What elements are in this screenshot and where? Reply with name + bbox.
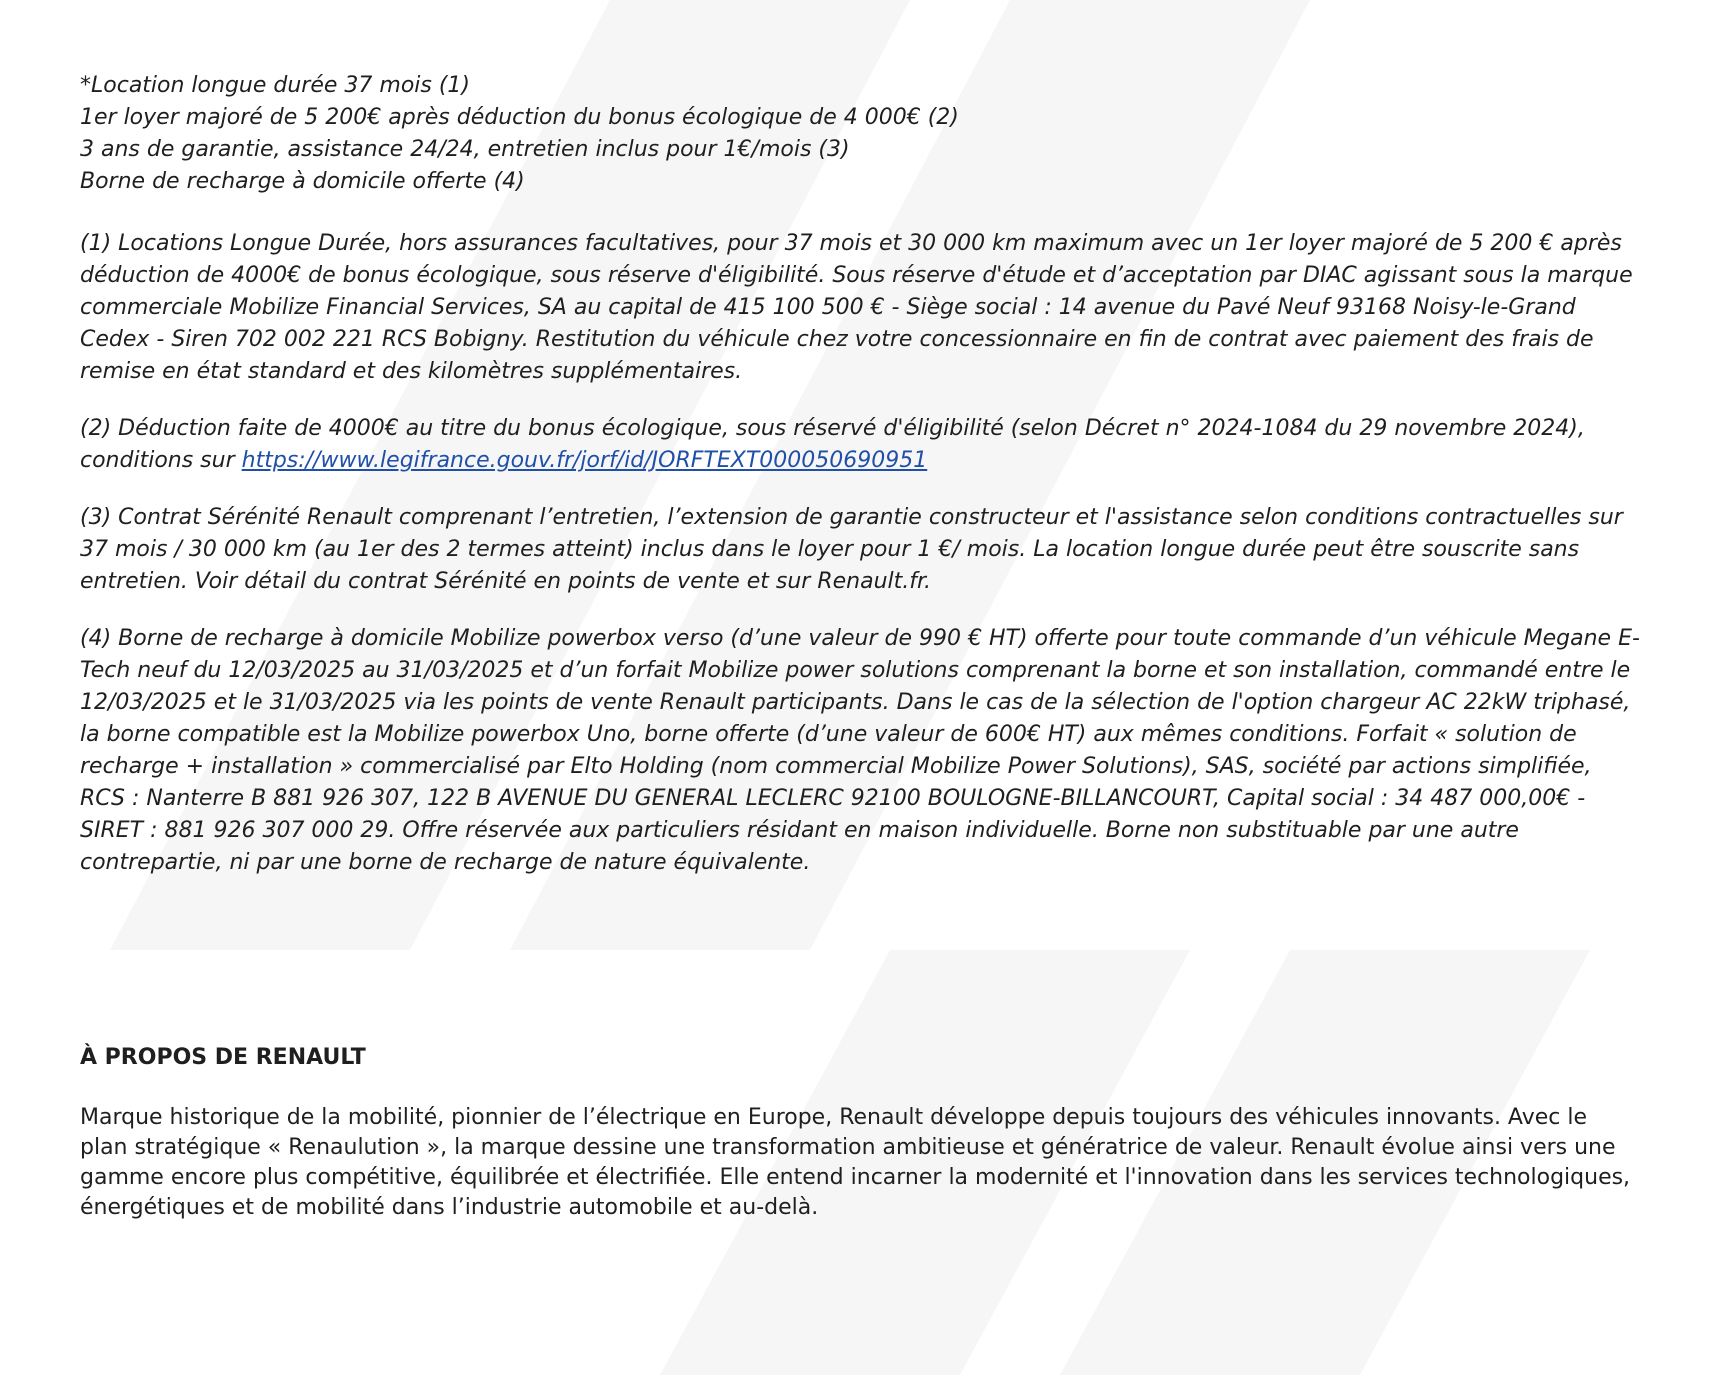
- about-renault-section: [80, 1043, 1640, 1223]
- offer-line-1: *Location longue durée 37 mois (1): [80, 73, 471, 98]
- offer-line-4: Borne de recharge à domicile offerte (4): [80, 169, 525, 194]
- about-title: À PROPOS DE RENAULT: [80, 1045, 366, 1070]
- about-body: Marque historique de la mobilité, pionnier de l’électrique en Europe, Renault développe depuis toujours des véhicules innovants. Avec le plan stratégique « Renaulution », la marque dessine une transformation ambitieuse et génératrice de valeur. Renault évolue ainsi vers une gamme encore plus compétitive, équilibrée et électrifiée. Elle entend incarner la modernité et l'innovation dans les services technologiques, énergétiques et de mobilité dans l’industrie automobile et au-delà.: [80, 1105, 1631, 1220]
- offer-line-3: 3 ans de garantie, assistance 24/24, entretien inclus pour 1€/mois (3): [80, 137, 850, 162]
- offer-summary: [80, 70, 1640, 198]
- legal-notes-section: [80, 70, 1640, 904]
- footnote-2-text: (2) Déduction faite de 4000€ au titre du bonus écologique, sous réservé d'éligibilité (selon Décret n° 2024-1084 du 29 novembre 2024), conditions sur: [80, 416, 1585, 473]
- footnote-2: [80, 413, 1640, 477]
- footnotes: [80, 228, 1640, 879]
- legifrance-link[interactable]: https://www.legifrance.gouv.fr/jorf/id/JORFTEXT000050690951: [241, 448, 928, 473]
- footnote-3: (3) Contrat Sérénité Renault comprenant l’entretien, l’extension de garantie constructeur et l'assistance selon conditions contractuelles sur 37 mois / 30 000 km (au 1er des 2 termes atteint) inclus dans le loyer pour 1 €/ mois. La location longue durée peut être souscrite sans entretien. Voir détail du contrat Sérénité en points de vente et sur Renault.fr.: [80, 505, 1623, 594]
- offer-line-2: 1er loyer majoré de 5 200€ après déduction du bonus écologique de 4 000€ (2): [80, 105, 959, 130]
- footnote-4: (4) Borne de recharge à domicile Mobilize powerbox verso (d’une valeur de 990 € HT) offerte pour toute commande d’un véhicule Megane E-Tech neuf du 12/03/2025 au 31/03/2025 et d’un forfait Mobilize power solutions comprenant la borne et son installation, commandé entre le 12/03/2025 et le 31/03/2025 via les points de vente Renault participants. Dans le cas de la sélection de l'option chargeur AC 22kW triphasé, la borne compatible est la Mobilize powerbox Uno, borne offerte (d’une valeur de 600€ HT) aux mêmes conditions. Forfait « solution de recharge + installation » commercialisé par Elto Holding (nom commercial Mobilize Power Solutions), SAS, société par actions simplifiée, RCS : Nanterre B 881 926 307, 122 B AVENUE DU GENERAL LECLERC 92100 BOULOGNE-BILLANCOURT, Capital social : 34 487 000,00€ - SIRET : 881 926 307 000 29. Offre réservée aux particuliers résidant en maison individuelle. Borne non substituable par une autre contrepartie, ni par une borne de recharge de nature équivalente.: [80, 626, 1640, 875]
- footnote-1: (1) Locations Longue Durée, hors assurances facultatives, pour 37 mois et 30 000 km maximum avec un 1er loyer majoré de 5 200 € après déduction de 4000€ de bonus écologique, sous réserve d'éligibilité. Sous réserve d'étude et d’acceptation par DIAC agissant sous la marque commerciale Mobilize Financial Services, SA au capital de 415 100 500 € - Siège social : 14 avenue du Pavé Neuf 93168 Noisy-le-Grand Cedex - Siren 702 002 221 RCS Bobigny. Restitution du véhicule chez votre concessionnaire en fin de contrat avec paiement des frais de remise en état standard et des kilomètres supplémentaires.: [80, 231, 1633, 384]
